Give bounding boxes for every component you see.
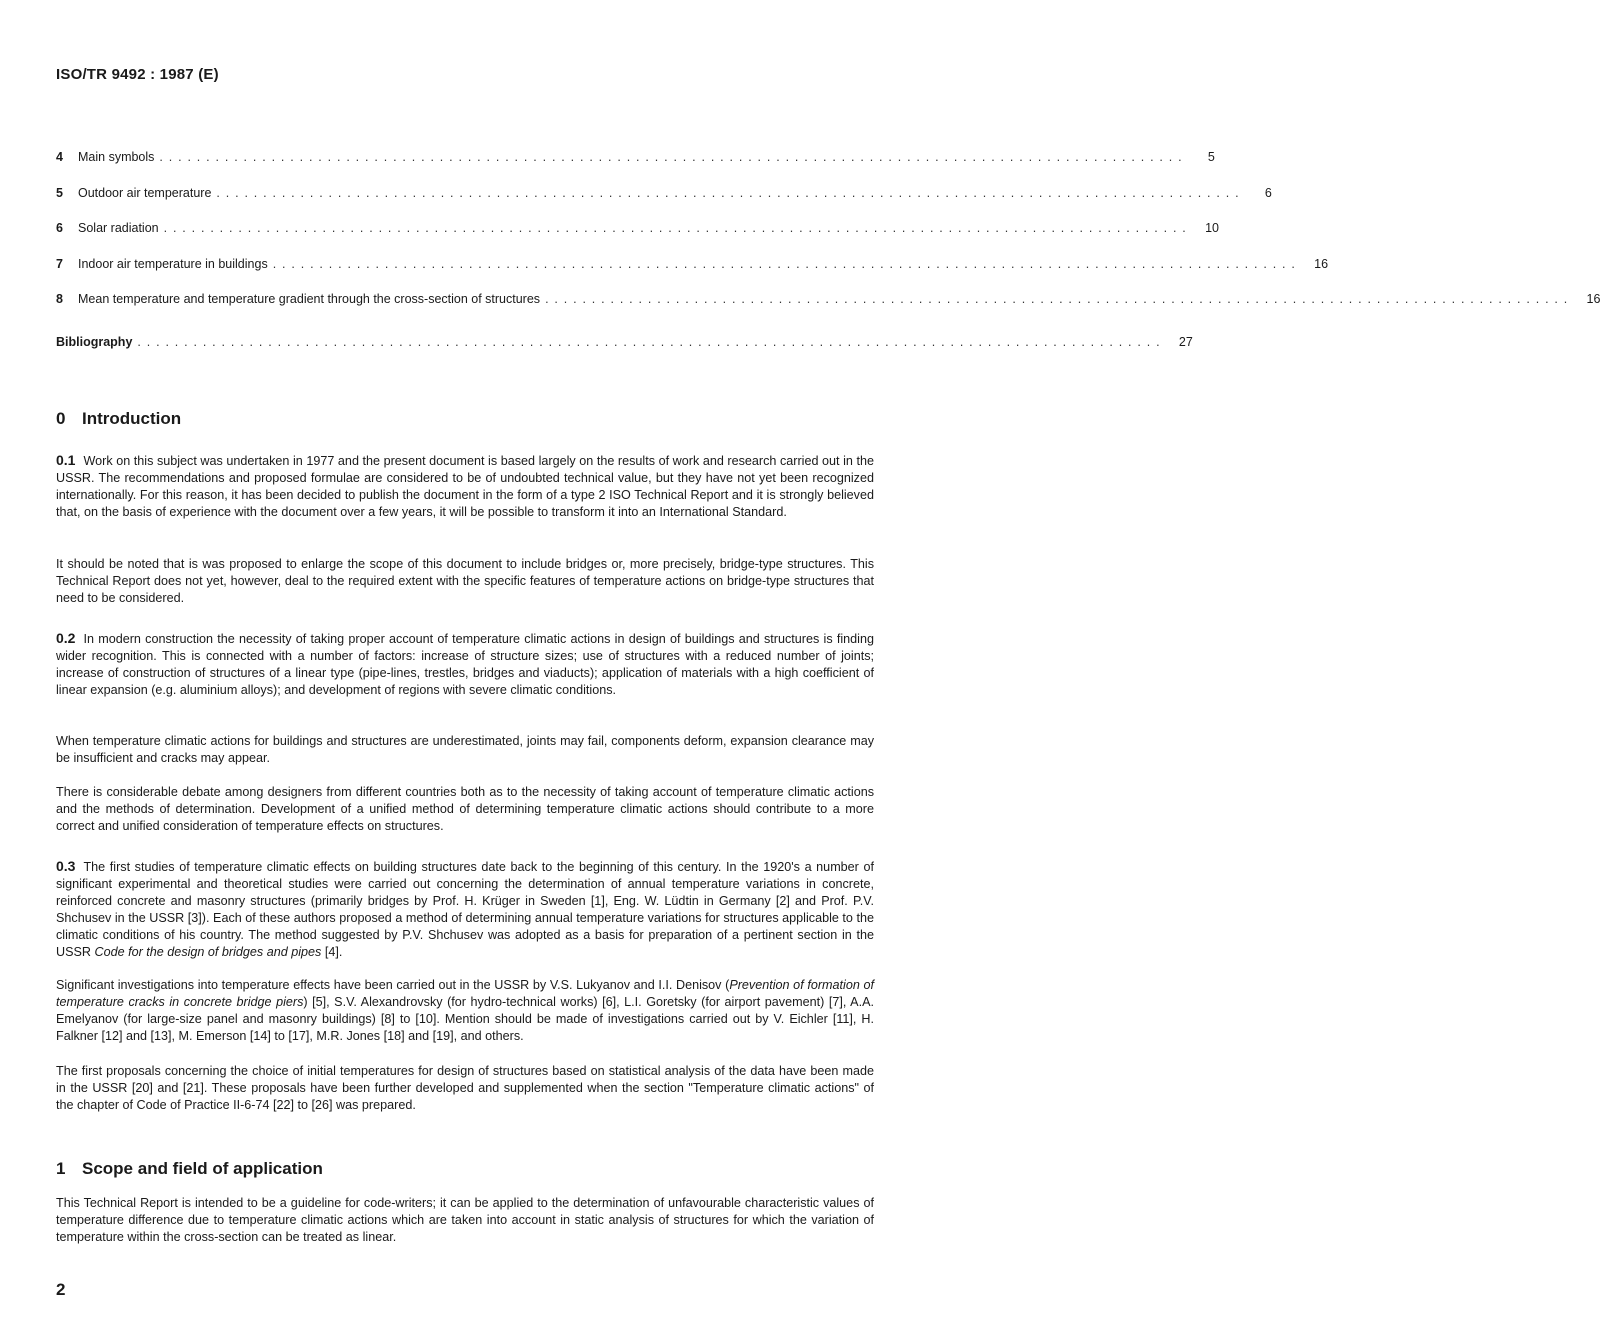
section-number: 1 <box>56 1159 66 1178</box>
toc-entry[interactable] <box>56 186 1272 202</box>
toc-entry-title: Outdoor air temperature <box>78 186 212 200</box>
toc-entry-bibliography[interactable] <box>56 335 1193 351</box>
clause-number: 0.2 <box>56 630 76 646</box>
paragraph-text: [4]. <box>324 944 343 959</box>
clause-number: 0.1 <box>56 452 76 468</box>
paragraph: When temperature climatic actions for buildings and structures are underestimated, joints may fail, components deform, expansion clearance may be insufficient and cracks may appear. <box>56 734 874 765</box>
paragraph: There is considerable debate among designers from different countries both as to the necessity of taking account of temperature climatic actions and the methods of determination. Development of a unified method of determining temperature climatic actions should contribute to a more correct and unified consideration of temperature effects on structures. <box>56 785 874 833</box>
toc-entry-title: Mean temperature and temperature gradient through the cross-section of structures <box>78 292 541 306</box>
toc-entry-title: Solar radiation <box>78 221 159 235</box>
toc-entry-page: 16 <box>1586 292 1600 306</box>
toc-entry[interactable] <box>56 221 1219 237</box>
toc-entry-number: 7 <box>56 257 63 271</box>
paragraph-italic-text: Prevention of formation of temperature cracks in concrete bridge piers <box>56 978 874 1009</box>
paragraph <box>56 977 874 1045</box>
section-heading <box>56 409 181 429</box>
toc-entry[interactable] <box>56 257 1329 273</box>
toc-leader-dots: . . . . . . . . . . . . . . . . . . . . . . . . . . . . . . . . . . . . . . . . . . . . . . . . . . . . . . . . . . . . . . . . . . . . . . . . . . . . . . . . . . . . . . . . . . . . . . . . . . . . . . . . . . . . . . <box>216 186 1240 200</box>
paragraph-text: ) [5], S.V. Alexandrovsky (for hydro-technical works) [6], L.I. Goretsky (for airport pavement) [7], A.A. Emelyanov (for large-size panel and masonry buildings) [8] to [10]. Mention should be made of investigations carried out by V. Eichler [11], H. Falkner [12] and [13], M. Emerson [14] to [17], M.R. Jones [18] and [19], and others. <box>56 994 874 1043</box>
paragraph-text: Work on this subject was undertaken in 1977 and the present document is based largely on the results of work and research carried out in the USSR. The recommendations and proposed formulae are considered to be of undoubted technical value, but they have not yet been recognized internationally. For this reason, it has been decided to publish the document in the form of a type 2 ISO Technical Report and it is strongly believed that, on the basis of experience with the document over a few years, it will be possible to transform it into an International Standard. <box>56 454 874 519</box>
toc-entry-title: Indoor air temperature in buildings <box>78 257 268 271</box>
toc-entry-page: 27 <box>1178 335 1193 349</box>
section-title: Scope and field of application <box>82 1159 323 1178</box>
paragraph: The first proposals concerning the choice of initial temperatures for design of structures based on statistical analysis of the data have been made in the USSR [20] and [21]. These proposals have been further developed and supplemented when the section "Temperature climatic actions" of the chapter of Code of Practice II-6-74 [22] to [26] was prepared. <box>56 1064 874 1112</box>
paragraph-0-1 <box>56 452 874 521</box>
toc-entry-page: 10 <box>1205 221 1219 235</box>
toc-leader-dots: . . . . . . . . . . . . . . . . . . . . . . . . . . . . . . . . . . . . . . . . . . . . . . . . . . . . . . . . . . . . . . . . . . . . . . . . . . . . . . . . . . . . . . . . . . . . . . . . . . . . . . . . . . . . . . <box>272 257 1297 271</box>
clause-number: 0.3 <box>56 858 76 874</box>
toc-entry[interactable] <box>56 150 1215 166</box>
paragraph-0-2 <box>56 630 874 699</box>
document-header: ISO/TR 9492 : 1987 (E) <box>56 66 219 83</box>
toc-leader-dots: . . . . . . . . . . . . . . . . . . . . . . . . . . . . . . . . . . . . . . . . . . . . . . . . . . . . . . . . . . . . . . . . . . . . . . . . . . . . . . . . . . . . . . . . . . . . . . . . . . . . . . . . . . . . . . <box>545 292 1569 306</box>
page-number: 2 <box>56 1280 66 1299</box>
toc-leader-dots: . . . . . . . . . . . . . . . . . . . . . . . . . . . . . . . . . . . . . . . . . . . . . . . . . . . . . . . . . . . . . . . . . . . . . . . . . . . . . . . . . . . . . . . . . . . . . . . . . . . . . . . . . . . . . . <box>137 335 1161 349</box>
section-heading <box>56 1159 323 1179</box>
toc-entry-page: 16 <box>1314 257 1329 271</box>
section-title: Introduction <box>82 409 182 428</box>
paragraph-text: In modern construction the necessity of taking proper account of temperature climatic actions in design of buildings and structures is finding wider recognition. This is connected with a number of factors: increase of structure sizes; use of structures with a reduced number of joints; increase of construction of structures of a linear type (pipe-lines, trestles, bridges and viaducts); application of materials with a high coefficient of linear expansion (e.g. aluminium alloys); and development of regions with severe climatic conditions. <box>56 632 874 697</box>
toc-entry-number: 6 <box>56 221 63 235</box>
paragraph-italic-text: Code for the design of bridges and pipes <box>94 944 322 959</box>
toc-entry-number: 8 <box>56 292 63 306</box>
toc-entry-title: Main symbols <box>78 150 155 164</box>
toc-entry-page: 5 <box>1207 150 1215 164</box>
toc-leader-dots: . . . . . . . . . . . . . . . . . . . . . . . . . . . . . . . . . . . . . . . . . . . . . . . . . . . . . . . . . . . . . . . . . . . . . . . . . . . . . . . . . . . . . . . . . . . . . . . . . . . . . . . . . . . . . . <box>163 221 1187 235</box>
toc-leader-dots: . . . . . . . . . . . . . . . . . . . . . . . . . . . . . . . . . . . . . . . . . . . . . . . . . . . . . . . . . . . . . . . . . . . . . . . . . . . . . . . . . . . . . . . . . . . . . . . . . . . . . . . . . . . . . . <box>159 150 1183 164</box>
section-number: 0 <box>56 409 66 428</box>
paragraph-0-3 <box>56 858 874 960</box>
toc-entry[interactable] <box>56 292 1600 308</box>
toc-entry-number: 4 <box>56 150 63 164</box>
toc-entry-page: 6 <box>1264 186 1272 200</box>
paragraph-text: Significant investigations into temperature effects have been carried out in the USSR by V.S. Lukyanov and I.I. Denisov ( <box>56 978 730 992</box>
toc-entry-number: 5 <box>56 186 63 200</box>
toc-entry-title: Bibliography <box>56 335 133 349</box>
paragraph-text: The first studies of temperature climatic effects on building structures date back to the beginning of this century. In the 1920's a number of significant experimental and theoretical studies were carried out concerning the determination of annual temperature variations in concrete, reinforced concrete and masonry structures (primarily bridges by Prof. H. Krüger in Sweden [1], Eng. W. Lüdtin in Germany [2] and Prof. P.V. Shchusev in the USSR [3]). Each of these authors proposed a method of determining annual temperature variations for structures applicable to the climatic conditions of his country. The method suggested by P.V. Shchusev was adopted as a basis for preparation of a pertinent section in the USSR <box>56 860 874 959</box>
paragraph: This Technical Report is intended to be a guideline for code-writers; it can be applied to the determination of unfavourable characteristic values of temperature difference due to temperature climatic actions which are taken into account in static analysis of structures for which the variation of temperature within the cross-section can be treated as linear. <box>56 1196 874 1244</box>
paragraph: It should be noted that is was proposed to enlarge the scope of this document to include bridges or, more precisely, bridge-type structures. This Technical Report does not yet, however, deal to the required extent with the specific features of temperature actions on bridge-type structures that need to be considered. <box>56 557 874 605</box>
